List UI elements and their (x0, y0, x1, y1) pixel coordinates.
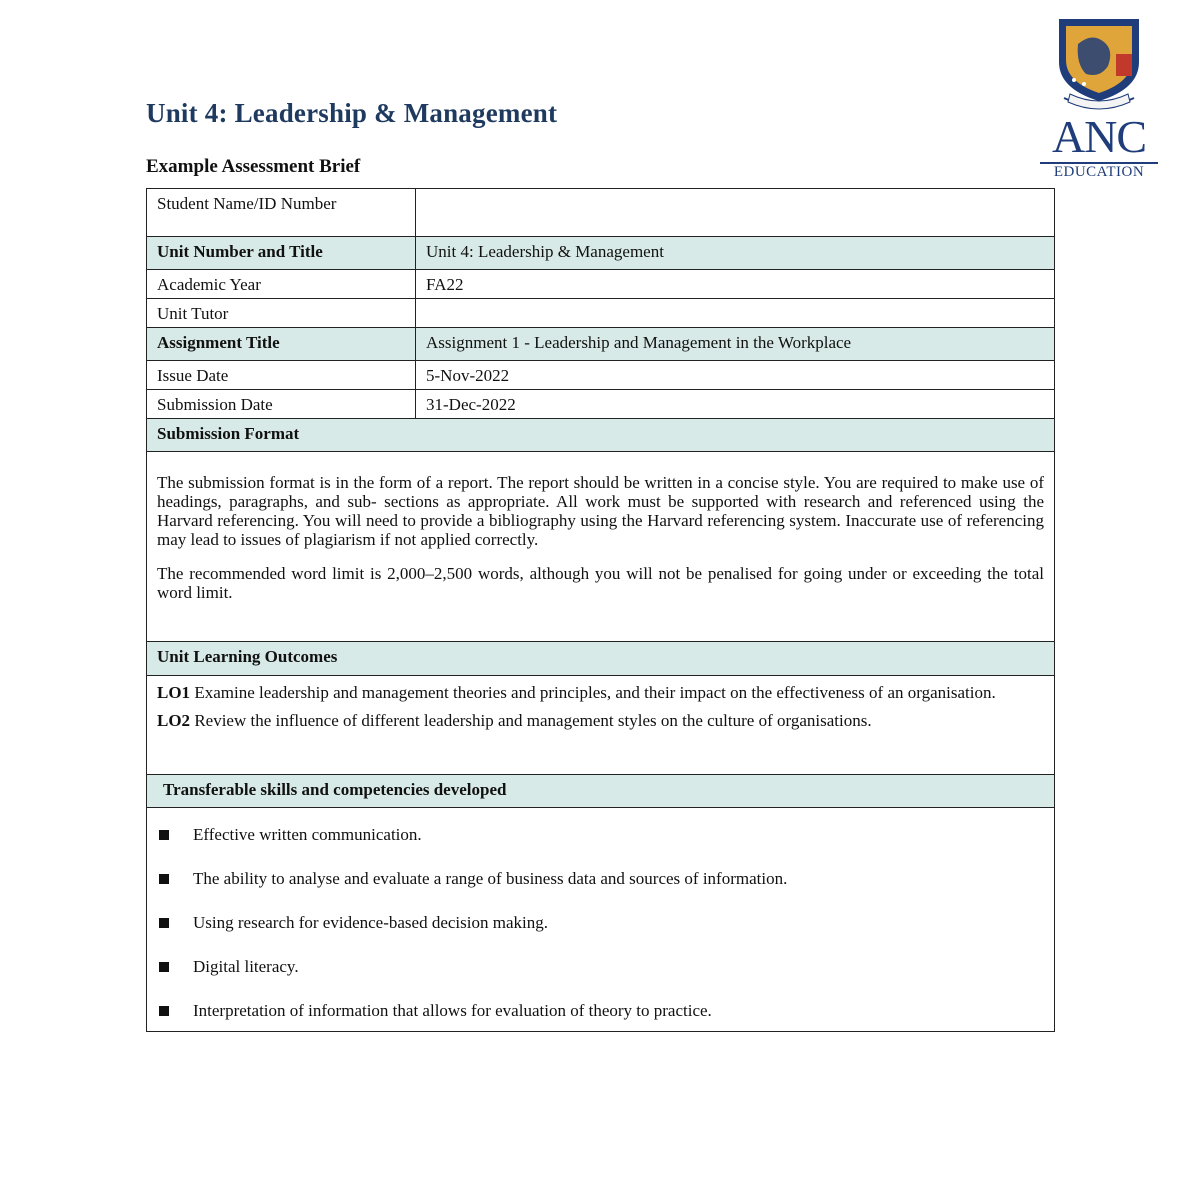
issue-date-label: Issue Date (147, 361, 416, 390)
learning-outcomes-body (147, 676, 1055, 775)
assignment-title-label: Assignment Title (147, 328, 416, 361)
table-row (147, 642, 1055, 676)
square-bullet-icon (159, 874, 169, 884)
submission-date-label: Submission Date (147, 390, 416, 419)
table-row (147, 189, 1055, 237)
table-row (147, 390, 1055, 419)
unit-tutor-value (416, 299, 1055, 328)
table-row (147, 237, 1055, 270)
assignment-title-value: Assignment 1 - Leadership and Management in the Workplace (416, 328, 1055, 361)
table-row (147, 299, 1055, 328)
unit-tutor-label: Unit Tutor (147, 299, 416, 328)
word-limit-paragraph: The recommended word limit is 2,000–2,500 words, although you will not be penalised for going under or exceeding the total word limit. (157, 564, 1044, 602)
square-bullet-icon (159, 830, 169, 840)
skill-text: Using research for evidence-based decision making. (193, 913, 548, 932)
table-row (147, 775, 1055, 808)
table-row (147, 808, 1055, 1032)
skill-text: Digital literacy. (193, 957, 299, 976)
table-row (147, 452, 1055, 642)
table-row (147, 328, 1055, 361)
skills-body (147, 808, 1055, 1032)
list-item (157, 869, 1044, 913)
anc-education-logo (1034, 14, 1164, 180)
square-bullet-icon (159, 1006, 169, 1016)
list-item (157, 913, 1044, 957)
list-item (157, 825, 1044, 869)
learning-outcome-1 (157, 683, 1044, 702)
list-item (157, 1001, 1044, 1031)
submission-format-heading: Submission Format (147, 419, 1055, 452)
skill-text: Interpretation of information that allows for evaluation of theory to practice. (193, 1001, 712, 1020)
skill-text: The ability to analyse and evaluate a range of business data and sources of information. (193, 869, 788, 888)
student-name-value (416, 189, 1055, 237)
square-bullet-icon (159, 962, 169, 972)
student-name-label: Student Name/ID Number (147, 189, 416, 237)
unit-number-label: Unit Number and Title (147, 237, 416, 270)
issue-date-value: 5-Nov-2022 (416, 361, 1055, 390)
crest-icon (1034, 14, 1164, 114)
list-item (157, 957, 1044, 1001)
academic-year-label: Academic Year (147, 270, 416, 299)
learning-outcomes-heading: Unit Learning Outcomes (147, 642, 1055, 676)
academic-year-value: FA22 (416, 270, 1055, 299)
unit-number-value: Unit 4: Leadership & Management (416, 237, 1055, 270)
learning-outcome-2 (157, 711, 1044, 730)
submission-format-paragraph: The submission format is in the form of a report. The report should be written in a concise style. You are required to make use of headings, paragraphs, and sub- sections as appropriate. All work must be supported with research and referenced using the Harvard referencing. You will need to provide a bibliography using the Harvard referencing system. Inaccurate use of referencing may lead to issues of plagiarism if not applied correctly. (157, 473, 1044, 549)
logo-tagline: EDUCATION (1053, 164, 1145, 180)
lo2-code: LO2 (157, 711, 191, 730)
submission-date-value: 31-Dec-2022 (416, 390, 1055, 419)
lo1-text: Examine leadership and management theories and principles, and their impact on the effectiveness of an organisation. (190, 683, 996, 702)
skills-list (157, 825, 1044, 1031)
table-row (147, 676, 1055, 775)
document-title: Unit 4: Leadership & Management (146, 98, 558, 128)
lo2-text: Review the influence of different leadership and management styles on the culture of organisations. (190, 711, 872, 730)
submission-format-body (147, 452, 1055, 642)
skills-heading: Transferable skills and competencies developed (147, 775, 1055, 808)
assessment-brief-table (146, 188, 1055, 1032)
lo1-code: LO1 (157, 683, 191, 702)
skill-text: Effective written communication. (193, 825, 422, 844)
table-row (147, 270, 1055, 299)
logo-wordmark: ANC (1051, 111, 1147, 162)
document-subtitle: Example Assessment Brief (146, 156, 361, 177)
table-row (147, 419, 1055, 452)
square-bullet-icon (159, 918, 169, 928)
table-row (147, 361, 1055, 390)
